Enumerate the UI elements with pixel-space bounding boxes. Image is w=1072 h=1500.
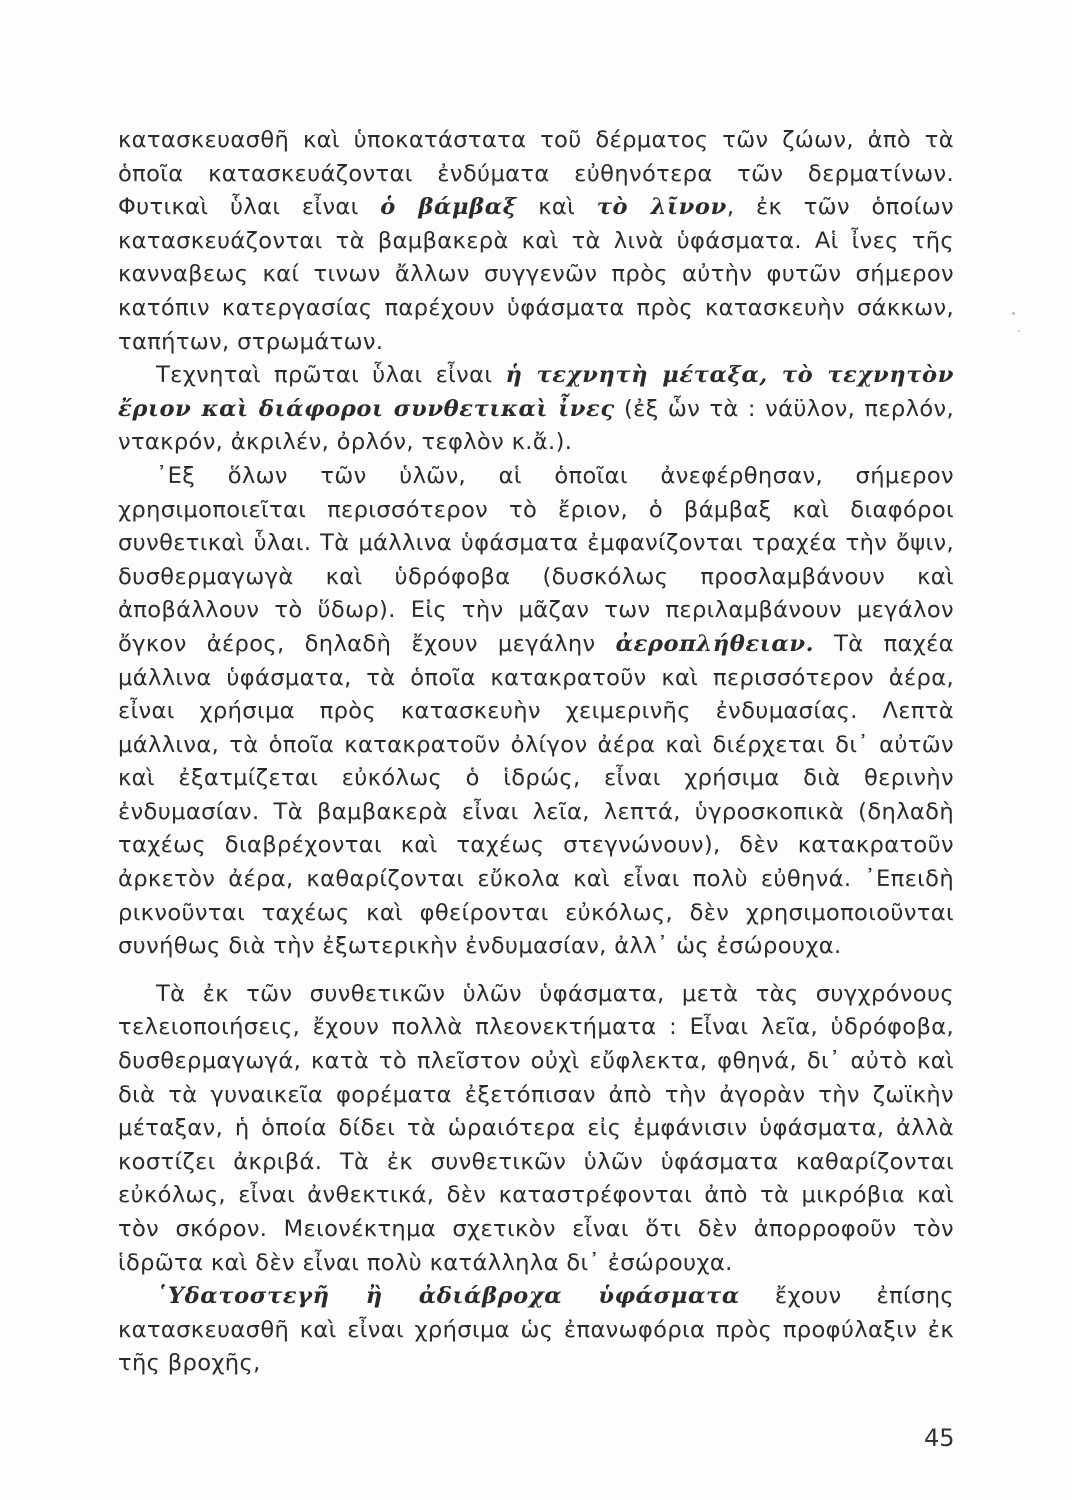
term-cotton: ὁ βάμβαξ — [380, 194, 517, 221]
text-run: Τὰ ἐκ τῶν συνθετικῶν ὑλῶν ὑφάσματα, μετὰ τὰς συγχρόνους τελειοποιήσεις, ἔχουν πολλὰ πλεονεκτήματα : Εἶναι λεῖα, ὑδρόφοβα, δυσθερμαγωγά, κατὰ τὸ πλεῖστον οὐχὶ εὔφλεκτα, φθηνά, δι᾿ αὐτὸ καὶ διὰ τὰ γυναικεῖα φορέματα ἐξετόπισαν ἀπὸ τὴν ἀγορὰν τὴν ζωϊκὴν μέταξαν, ἡ ὁποία δίδει τὰ ὡραιότερα εἰς ἐμφάνισιν ὑφάσματα, ἀλλὰ κοστίζει ἀκριβά. Τὰ ἐκ συνθετικῶν ὑλῶν ὑφάσματα καθαρίζονται εὐκόλως, εἶναι ἀνθεκτικά, δὲν καταστρέφονται ἀπὸ τὰ μικρόβια καὶ τὸν σκόρον. Μειονέκτημα σχετικὸν εἶναι ὅτι δὲν ἀπορροφοῦν τὸν ἱδρῶτα καὶ δὲν εἶναι πολὺ κατάλληλα δι᾿ ἐσώρουχα. — [118, 980, 954, 1276]
paragraph-wool-cotton — [118, 460, 954, 964]
text-run: κατασκευασθῆ καὶ ὑποκατάστατα τοῦ δέρματος τῶν ζώων, ἀπὸ τὰ ὁποῖα κατασκευάζονται ἐνδύματα εὐθηνότερα τῶν δερματίνων. Φυτικαὶ ὗλαι εἶναι — [118, 127, 954, 221]
term-artificial-materials: ἡ τεχνητὴ μέταξα, τὸ τεχνητὸν ἔριον καὶ διάφοροι συνθετικαὶ ἶνες — [118, 362, 954, 422]
text-run: (ἐξ ὧν τὰ : νάϋλον, περλόν, ντακρόν, ἀκριλέν, ὀρλόν, τεφλὸν κ.ἄ.). — [118, 395, 955, 456]
paper-speck — [1018, 330, 1020, 332]
text-run: ἔχουν ἐπίσης κατασκευασθῆ καὶ εἶναι χρήσιμα ὡς ἐπανωφόρια πρὸς προφύλαξιν ἐκ τῆς βροχῆς, — [118, 1283, 954, 1377]
paragraph-natural-fibres — [118, 124, 954, 359]
term-waterproof: ῾Υδατοστεγῆ ἢ ἀδιάβροχα ὑφάσματα — [156, 1283, 740, 1310]
paper-speck — [1012, 312, 1015, 315]
text-run: Τεχνηταὶ πρῶται ὗλαι εἶναι — [156, 362, 506, 389]
page-number: 45 — [924, 1424, 955, 1452]
paragraph-waterproof-fabrics — [118, 1280, 954, 1381]
text-run: καὶ — [516, 194, 597, 221]
text-run: , ἐκ τῶν ὁποίων κατασκευάζονται τὰ βαμβακερὰ καὶ τὰ λινὰ ὑφάσματα. Αἱ ἶνες τῆς κανναβεως καί τινων ἄλλων συγγενῶν πρὸς αὐτὴν φυτῶν σήμερον κατόπιν κατεργασίας παρέχουν ὑφάσματα πρὸς κατασκευὴν σάκκων, ταπήτων, στρωμάτων. — [118, 194, 955, 355]
text-run: Τὰ παχέα μάλλινα ὑφάσματα, τὰ ὁποῖα κατακρατοῦν καὶ περισσότερον ἀέρα, εἶναι χρήσιμα πρὸς κατασκευὴν χειμερινῆς ἐνδυμασίας. Λεπτὰ μάλλινα, τὰ ὁποῖα κατακρατοῦν ὀλίγον ἀέρα καὶ διέρχεται δι᾿ αὐτῶν καὶ ἐξατμίζεται εὐκόλως ὁ ἱδρώς, εἶναι χρήσιμα διὰ θερινὴν ἐνδυμασίαν. Τὰ βαμβακερὰ εἶναι λεῖα, λεπτά, ὑγροσκοπικὰ (δηλαδὴ ταχέως διαβρέχονται καὶ ταχέως στεγνώνουν), δὲν κατακρατοῦν ἀρκετὸν ἀέρα, καθαρίζονται εὔκολα καὶ εἶναι πολὺ εὐθηνά. ᾿Επειδὴ ρικνοῦνται ταχέως καὶ φθείρονται εὐκόλως, δὲν χρησιμοποιοῦνται συνήθως διὰ τὴν ἐξωτερικὴν ἐνδυμασίαν, ἀλλ᾿ ὡς ἐσώρουχα. — [118, 630, 954, 960]
paragraph-artificial-fibres — [118, 359, 954, 460]
body-text — [118, 124, 954, 1381]
text-run: ᾿Εξ ὅλων τῶν ὑλῶν, αἱ ὁποῖαι ἀνεφέρθησαν, σήμερον χρησιμοποιεῖται περισσότερον τὸ ἔριον, ὁ βάμβαξ καὶ διαφόροι συνθετικαὶ ὗλαι. Τὰ μάλλινα ὑφάσματα ἐμφανίζονται τραχέα τὴν ὄψιν, δυσθερμαγωγὰ καὶ ὑδρόφοβα (δυσκόλως προσλαμβάνουν καὶ ἀποβάλλουν τὸ ὕδωρ). Εἰς τὴν μᾶζαν των περιλαμβάνουν μεγάλον ὄγκον ἀέρος, δηλαδὴ ἔχουν μεγάλην — [118, 462, 954, 657]
term-linen: τὸ λῖνον — [596, 194, 727, 221]
term-air-content: ἀεροπλήθειαν. — [615, 630, 815, 657]
paragraph-synthetic-fabrics — [118, 978, 954, 1280]
